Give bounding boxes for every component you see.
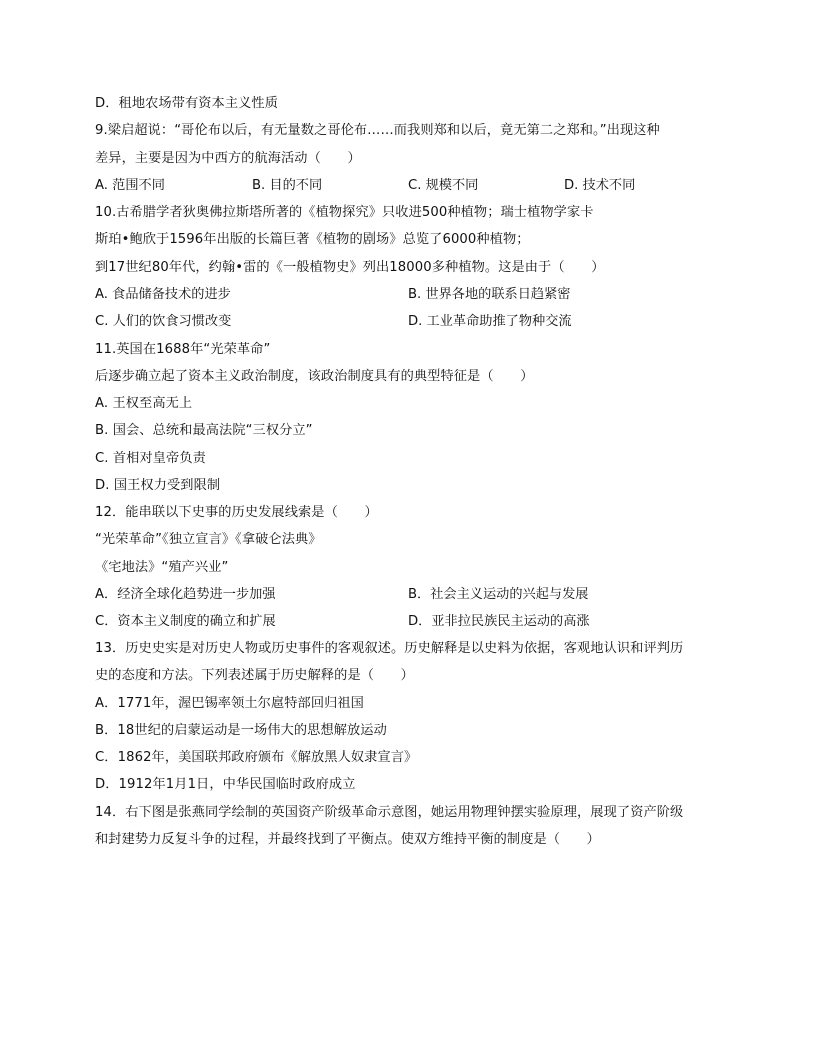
q13-option-d: D．1912年1月1日，中华民国临时政府成立	[95, 777, 356, 792]
q10-stem-line1: 10.古希腊学者狄奥佛拉斯塔所著的《植物探究》只收进500种植物；瑞士植物学家卡	[95, 205, 594, 220]
q11-stem-line2: 后逐步确立起了资本主义政治制度，该政治制度具有的典型特征是（ ）	[95, 369, 534, 384]
q10-stem-line2: 斯珀•鲍欣于1596年出版的长篇巨著《植物的剧场》总览了6000种植物；	[95, 232, 530, 247]
q14-stem-line2: 和封建势力反复斗争的过程，并最终找到了平衡点。使双方维持平衡的制度是（ ）	[95, 832, 600, 847]
q10-option-d: D. 工业革命助推了物种交流	[408, 314, 572, 329]
q12-option-d: D．亚非拉民族民主运动的高涨	[408, 614, 590, 629]
q10-option-c: C. 人们的饮食习惯改变	[95, 314, 232, 329]
q14-stem-line1: 14．右下图是张燕同学绘制的英国资产阶级革命示意图，她运用物理钟摆实验原理，展现了资产阶级	[95, 805, 684, 820]
q9-option-d: D. 技术不同	[564, 178, 636, 193]
q11-option-d: D. 国王权力受到限制	[95, 478, 221, 493]
q9-option-b: B. 目的不同	[252, 178, 323, 193]
q11-option-b: B. 国会、总统和最高法院“三权分立”	[95, 423, 313, 438]
q13-option-a: A．1771年，渥巴锡率领土尔扈特部回归祖国	[95, 696, 364, 711]
q13-stem-line2: 史的态度和方法。下列表述属于历史解释的是（ ）	[95, 668, 414, 683]
q13-option-c: C．1862年，美国联邦政府颁布《解放黑人奴隶宣言》	[95, 750, 418, 765]
q11-option-a: A. 王权至高无上	[95, 396, 193, 411]
q10-stem-line3: 到17世纪80年代，约翰•雷的《一般植物史》列出18000多种植物。这是由于（ ）	[95, 260, 605, 275]
q13-stem-line1: 13．历史史实是对历史人物或历史事件的客观叙述。历史解释是以史料为依据，客观地认识和评判历	[95, 641, 684, 656]
q11-stem-line1: 11.英国在1688年“光荣革命”	[95, 342, 271, 357]
q12-stem-line2: “光荣革命”《独立宣言》《拿破仑法典》	[95, 532, 322, 547]
q13-option-b: B．18世纪的启蒙运动是一场伟大的思想解放运动	[95, 723, 387, 738]
q10-option-a: A. 食品储备技术的进步	[95, 287, 231, 302]
q12-stem-line1: 12．能串联以下史事的历史发展线索是（ ）	[95, 505, 378, 520]
q11-option-c: C. 首相对皇帝负责	[95, 451, 206, 466]
q9-option-a: A. 范围不同	[95, 178, 165, 193]
q9-option-c: C. 规模不同	[408, 178, 479, 193]
q8-option-d: D．租地农场带有资本主义性质	[95, 96, 278, 111]
q12-stem-line3: 《宅地法》“殖产兴业”	[95, 560, 229, 575]
q12-option-c: C．资本主义制度的确立和扩展	[95, 614, 276, 629]
q12-option-a: A．经济全球化趋势进一步加强	[95, 587, 276, 602]
q10-option-b: B. 世界各地的联系日趋紧密	[408, 287, 571, 302]
q12-option-b: B．社会主义运动的兴起与发展	[408, 587, 589, 602]
q9-stem-line2: 差异，主要是因为中西方的航海活动（ ）	[95, 151, 361, 166]
q9-stem-line1: 9.梁启超说：“哥伦布以后，有无量数之哥伦布……而我则郑和以后，竟无第二之郑和。”出现这种	[95, 123, 660, 138]
